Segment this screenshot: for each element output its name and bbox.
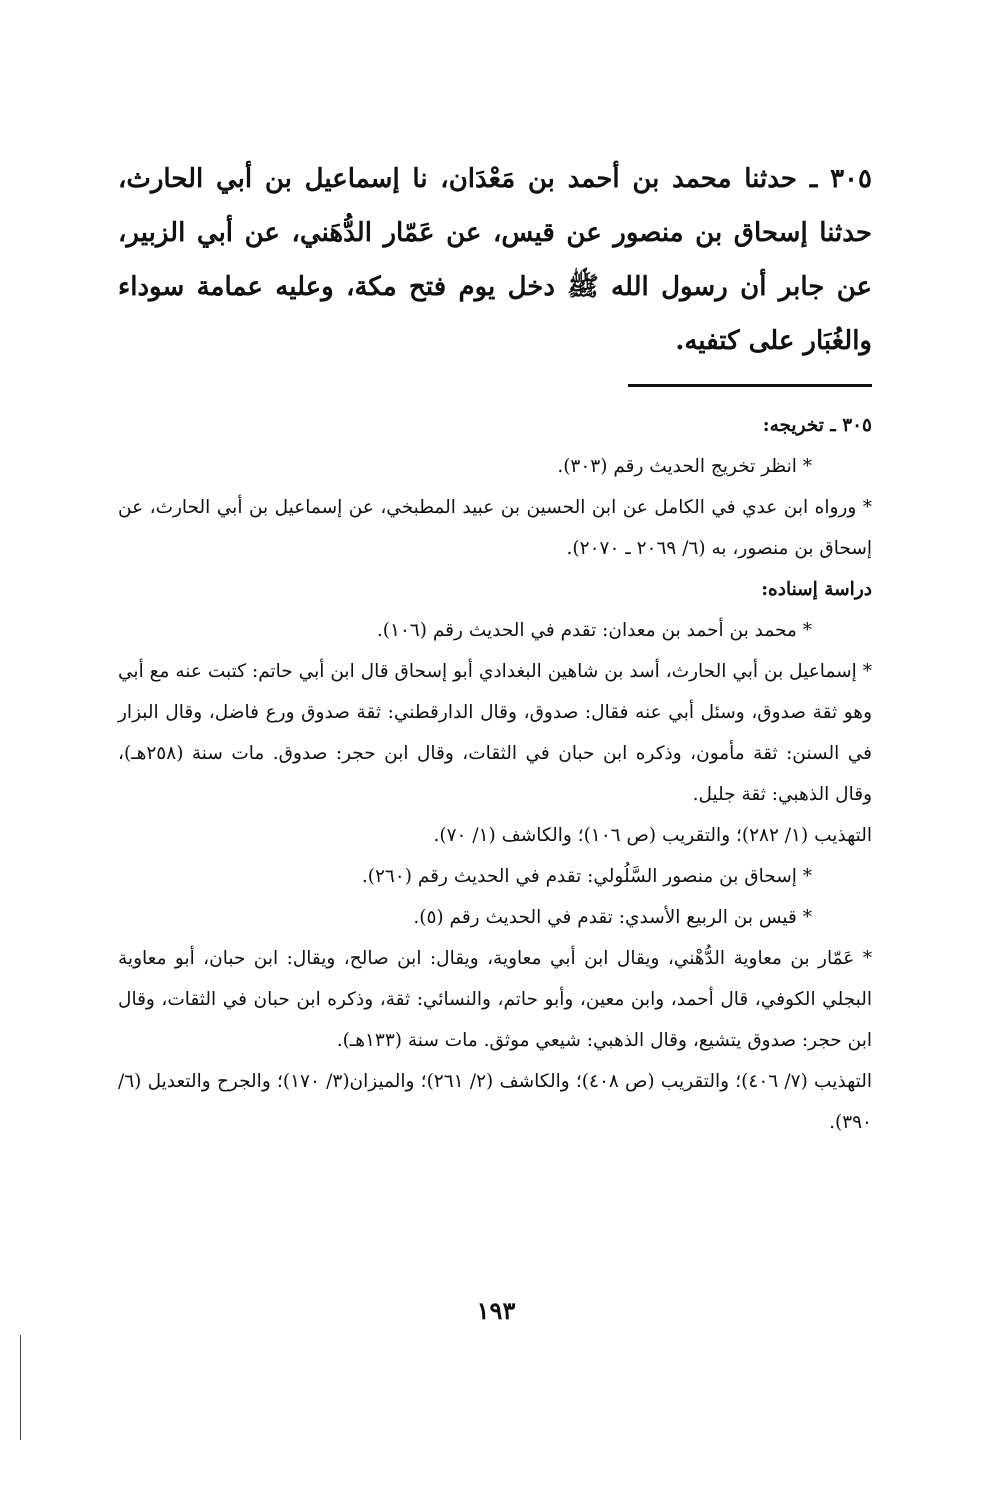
takhrij-item-1: * انظر تخريج الحديث رقم (٣٠٣).: [557, 456, 812, 477]
takhrij-item-2: * ورواه ابن عدي في الكامل عن ابن الحسين بن عبيد المطبخي، عن إسماعيل بن أبي الحارث، عن إسحاق بن منصور، به (٦/ ٢٠٦٩ ـ ٢٠٧٠).: [118, 497, 872, 559]
isnad-heading: دراسة إسناده:: [761, 579, 872, 600]
footnotes-section: [118, 405, 872, 1143]
scan-margin-line: [20, 1335, 21, 1440]
references-ismail: التهذيب (١/ ٢٨٢)؛ والتقريب (ص ١٠٦)؛ والكاشف (١/ ٧٠).: [433, 825, 872, 846]
narrator-ismail: * إسماعيل بن أبي الحارث، أسد بن شاهين البغدادي أبو إسحاق قال ابن أبي حاتم: كتبت عنه مع أبي وهو ثقة صدوق، وسئل أبي عنه فقال: صدوق، وقال الدارقطني: ثقة صدوق ورع فاضل، وقال البزار في السنن: ثقة مأمون، وذكره ابن حبان في الثقات، وقال ابن حجر: صدوق. مات سنة (٢٥٨هـ)، وقال الذهبي: ثقة جليل.: [118, 661, 872, 805]
page-number: ١٩٣: [476, 1296, 516, 1325]
takhrij-heading: ٣٠٥ ـ تخريجه:: [762, 415, 872, 436]
narrator-qays: * قيس بن الربيع الأسدي: تقدم في الحديث رقم (٥).: [413, 907, 812, 928]
hadith-main-text: [118, 152, 872, 368]
references-ammar: التهذيب (٧/ ٤٠٦)؛ والتقريب (ص ٤٠٨)؛ والكاشف (٢/ ٢٦١)؛ والميزان(٣/ ١٧٠)؛ والجرح والتعديل (٦/ ٣٩٠).: [118, 1071, 872, 1133]
footnote-separator: [628, 384, 872, 387]
narrator-ishaq: * إسحاق بن منصور السَّلُولي: تقدم في الحديث رقم (٢٦٠).: [361, 866, 812, 887]
hadith-number: ٣٠٥: [830, 164, 872, 194]
narrator-ibn-madan: * محمد بن أحمد بن معدان: تقدم في الحديث رقم (١٠٦).: [376, 620, 812, 641]
narrator-ammar: * عَمّار بن معاوية الدُّهْني، ويقال ابن أبي معاوية، ويقال: ابن صالح، ويقال: ابن حبان، أبو معاوية البجلي الكوفي، قال أحمد، وابن معين، وأبو حاتم، والنسائي: ثقة، وذكره ابن حبان في الثقات، وقال ابن حجر: صدوق يتشيع، وقال الذهبي: شيعي موثق. مات سنة (١٣٣هـ).: [118, 948, 872, 1051]
hadith-paragraph: [118, 152, 872, 368]
hadith-body: ـ حدثنا محمد بن أحمد بن مَعْدَان، نا إسماعيل بن أبي الحارث، حدثنا إسحاق بن منصور عن قيس، عن عَمّار الدُّهَني، عن أبي الزبير، عن جابر أن رسول الله ﷺ دخل يوم فتح مكة، وعليه عمامة سوداء والغُبَار على كتفيه.: [118, 164, 872, 356]
